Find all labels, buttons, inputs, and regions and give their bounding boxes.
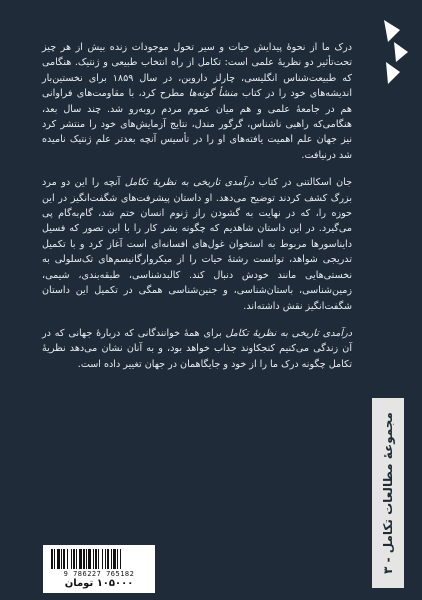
book-title-italic: منشأ گونه‌ها: [188, 88, 238, 100]
book-title-italic: درآمدی تاریخی به نظریهٔ تکامل: [225, 327, 352, 339]
blurb-segment: مطرح کرد، با مقاومت‌های فراوانی هم در جامعهٔ علمی و هم میان عموم مردم روبه‌رو شد. چند سال بعد، هنگامی‌که راهبی ناشناس، گرگور مندل، نتایج آزمایش‌های خود را منتشر کرد نیز جهان علم اهمیت یافته‌های او را در تأسیس آنچه بعدتر علم ژنتیک نامیده شد درنیافت.: [42, 88, 352, 161]
blurb-segment: برای همهٔ خوانندگانی که دربارهٔ جهانی که در آن زندگی می‌کنیم کنجکاوند جذاب خواهد بود، و به آنان نشان می‌دهد نظریهٔ تکامل چگونه درک ما را از خود و جایگاهمان در جهان تغییر داده است.: [42, 327, 352, 370]
blurb-segment: آنچه را این دو مرد بزرگ کشف کردند توضیح می‌دهد. او داستان پیشرفت‌های شگفت‌انگیز در این حوزه را، که در نهایت به گشودن راز ژنوم انسان ختم شد، گام‌به‌گام پی می‌گیرد. در این داستان شاهدیم که چگونه بشر کار را با این تصور که فسیل دایناسورها مربوط به استخوان غول‌های افسانه‌ای است آغاز کرد و با تکمیل تدریجی شواهد، توانست رشتهٔ حیات را از میکروارگانیسم‌های تک‌سلولی به نخستی‌هایی مانند خودش دنبال کند. کالبدشناسی، طبقه‌بندی، شیمی، زمین‌شناسی، باستان‌شناسی، و جنین‌شناسی همگی در تکمیل این داستان شگفت‌انگیز نقش داشته‌اند.: [42, 177, 352, 312]
price-label: ۱۰۵۰۰۰ تومان: [64, 578, 134, 589]
barcode-icon: [51, 549, 147, 569]
isbn-digits: 9 786227 765182: [63, 570, 135, 578]
blurb-text: [42, 40, 352, 384]
barcode-box: [43, 545, 155, 593]
book-title-italic: درآمدی تاریخی به نظریهٔ تکامل: [124, 177, 255, 189]
blurb-segment: درک ما از نحوهٔ پیدایش حیات و سیر تحول موجودات زنده بیش از هر چیز تحت‌تأثیر دو نظریهٔ علمی است: تکامل از راه انتخاب طبیعی و ژنتیک. هنگامی که طبیعت‌شناس انگلیسی، چارلز داروین، در سال ۱۸۵۹ برای نخستین‌بار اندیشه‌های خود را در کتاب: [42, 42, 352, 100]
blurb-paragraph: [42, 175, 352, 314]
series-label: مجموعهٔ مطالعات تکامل - ۳: [381, 412, 395, 574]
blurb-paragraph: [42, 326, 352, 372]
series-band: [372, 398, 404, 588]
blurb-segment: جان اسکالتنی در کتاب: [254, 177, 352, 189]
publisher-logo-icon: [374, 16, 414, 96]
blurb-paragraph: [42, 40, 352, 163]
